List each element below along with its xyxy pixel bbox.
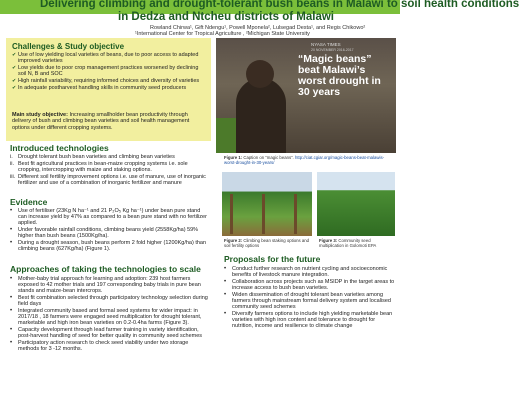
challenges-heading: Challenges & Study objective [12, 42, 125, 51]
figure2-label: Figure 2: [224, 238, 243, 243]
figure1-link[interactable]: http://ciat.cgiar.org/magic-beans-beat-malawis-worst-drought-in-30-years/ [224, 155, 385, 165]
challenge-item: ✔ High rainfall variability, requiring informed choices and diversity of varieties [12, 78, 207, 84]
figure3-caption [319, 238, 395, 248]
poster-affiliations: ¹International Center for Tropical Agriculture , ²Michigan State University [135, 31, 310, 37]
approach-item: • Capacity development through lead farmer training in variety identification, post-harvest handling of seed for better quality in community seed schemes [10, 327, 210, 339]
figure3-label: Figure 3: [319, 238, 338, 243]
stake-shape [230, 194, 233, 234]
objective-text: Increasing smallholder bean productivity through delivery of bush and climbing bean varieties and soil health management options under different cropping systems. [12, 112, 190, 131]
figure1-text: Caption on “magic beans”. [243, 155, 294, 160]
technology-item [10, 161, 210, 173]
approach-item: • Integrated community based and formal seed systems for wider impact: in 2017/18 , 18 farmers were engaged seed multiplication for drought tolerant, marketable and high iron bean varieties on 0.2-0.4ha farms (Figure 3). [10, 308, 210, 327]
technology-item [10, 174, 210, 186]
proposals-list [224, 266, 396, 330]
poster-header [0, 0, 519, 37]
objective-label: Main study objective: [12, 112, 68, 118]
item-text: Different soil fertility improvement options i.e. use of manure, use of inorganic fertilizer and use of a combination of inorganic fertilizer and manure [18, 173, 206, 186]
introduced-technologies-list [10, 154, 210, 187]
stake-shape [294, 194, 297, 234]
item-number: ii. [10, 160, 14, 167]
farmer-head-shape [246, 60, 274, 88]
evidence-item: • Use of fertiliser (23Kg N ha⁻¹ and 21 P₂O₅ Kg ha⁻¹) under bean pure stand can increase yield by 47% as compared to a bean pure stand with no fertilizer applied. [10, 208, 210, 227]
challenges-list [12, 52, 207, 92]
figure2-text: Climbing bean staking options and soil fertility options [224, 238, 310, 248]
approaches-list [10, 276, 210, 353]
evidence-list [10, 208, 210, 253]
photo-headline: “Magic beans” beat Malawi’s worst drought in 30 years [298, 53, 381, 98]
approach-item: • Best fit combination selected through participatory technology selection during field days [10, 295, 210, 307]
proposal-item: • Diversify farmers options to include high yielding marketable bean varieties with high iron content and tolerance to drought for nutrition, income and resilience to climate change [224, 311, 396, 330]
figure1-caption [224, 155, 394, 165]
figure3-text: Community seed multiplication in Golomoti EPA [319, 238, 377, 248]
poster-title-line1: Delivering climbing and drought-tolerant bush beans in Malawi to soil health conditions [40, 0, 519, 10]
farmer-silhouette [236, 78, 286, 153]
climbing-bean-field-photo [222, 172, 312, 236]
evidence-item: • During a drought season, bush beans perform 2 fold higher (1200Kg/ha) than climbing beans (627Kg/ha) (Figure 1). [10, 240, 210, 252]
proposals-heading: Proposals for the future [224, 254, 321, 264]
item-text: Drought tolerant bush bean varieties and climbing bean varieties [18, 154, 175, 160]
main-study-objective [12, 112, 207, 131]
introduced-technologies-heading: Introduced technologies [10, 143, 109, 153]
proposal-item: • Conduct further research on nutrient cycling and socioeconomic benefits of livestock manure integration. [224, 266, 396, 278]
poster-title-line2: in Dedza and Ntcheu districts of Malawi [118, 11, 334, 23]
item-number: iii. [10, 173, 16, 180]
evidence-heading: Evidence [10, 197, 48, 207]
challenge-item: ✔ Use of low yielding local varieties of beans, due to poor access to adapted improved varieties [12, 52, 207, 65]
technology-item [10, 154, 210, 160]
magic-beans-photo [216, 38, 396, 153]
stake-shape [262, 194, 265, 234]
photo-date: 20 NOVEMBER 2016-2017 [311, 48, 354, 52]
poster-authors: Rowland Chirwa¹, Gift Ndengu¹, Powell Mponela², Lulsegad Desta¹, and Regis Chikowo² [150, 25, 366, 31]
approaches-heading: Approaches of taking the technologies to scale [10, 264, 201, 274]
evidence-item: • Under favorable rainfall conditions, climbing beans yield (2558Kg/ha) 59% higher than bush beans (1500Kg/ha). [10, 227, 210, 239]
proposal-item: • Widen dissemination of drought tolerant bean varieties among farmers through mainstream formal delivery system and localised community seed schemes [224, 292, 396, 311]
challenge-item: ✔ Low yields due to poor crop management practices worsened by declining soil N, B and SOC [12, 65, 207, 78]
item-text: Best fit agricultural practices in bean-maize cropping systems i.e. sole cropping, intercropping with maize and staking options. [18, 160, 188, 173]
figure1-label: Figure 1: [224, 155, 243, 160]
proposal-item: • Collaboration across projects such as MSIDP in the target areas to increase access to bush bean varieties. [224, 279, 396, 291]
figure2-caption [224, 238, 312, 248]
approach-item: • Participatory action research to check seed viability under two storage methods for 3 -12 months. [10, 340, 210, 352]
approach-item: • Mother-baby trial approach for learning and adoption: 239 host farmers exposed to 42 mother trials and 197 corresponding baby trials in pure bean stands and maize-bean intercrops. [10, 276, 210, 295]
photo-brand: NYASA TIMES [311, 42, 341, 47]
item-number: i. [10, 154, 13, 160]
challenge-item: ✔ In adequate postharvest handling skills in community seed producers [12, 85, 207, 91]
seed-multiplication-photo [317, 172, 395, 236]
